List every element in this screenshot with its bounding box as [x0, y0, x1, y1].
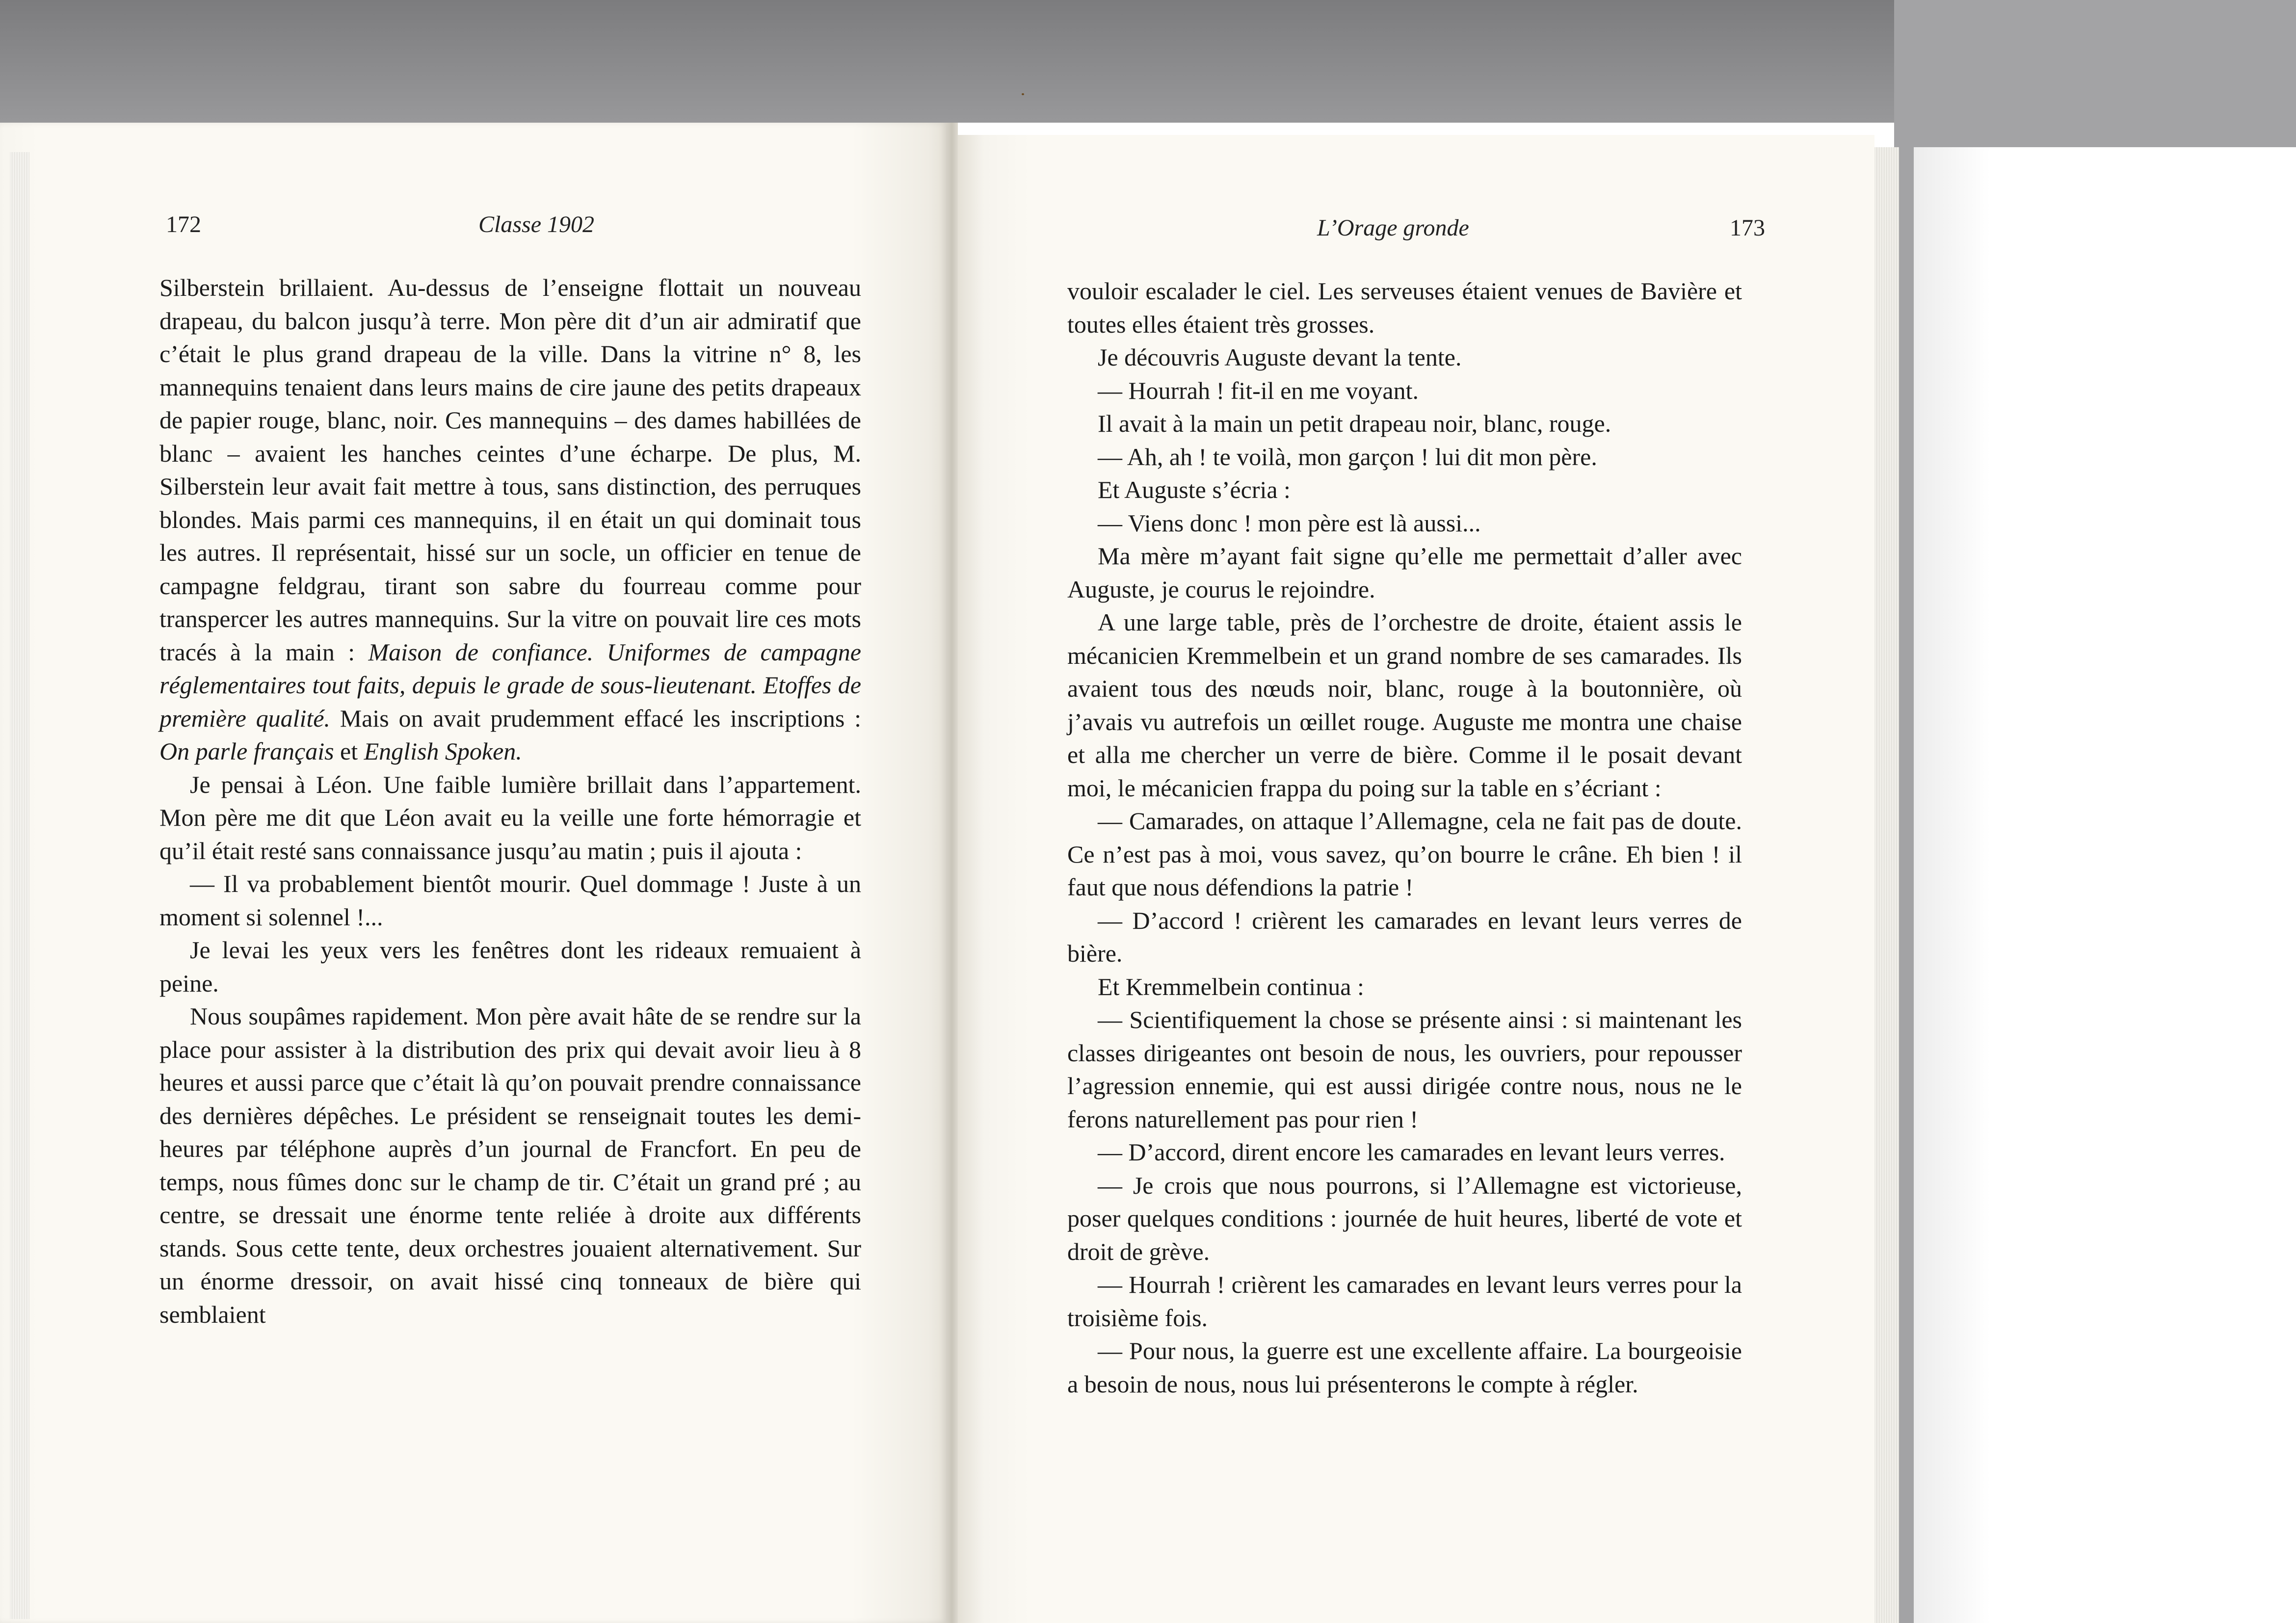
- book-gutter: [946, 123, 958, 1623]
- right-running-title: L’Orage gronde: [1317, 215, 1469, 241]
- paragraph: [1067, 540, 1742, 606]
- text-run: — Scientifiquement la chose se présente ainsi : si maintenant les classes dirigeantes ont besoin de nous, les ouvriers, pour repousser l’agression ennemie, qui est aussi dirigée contre nous, nous ne le ferons naturellement pas pour rien !: [1067, 1006, 1742, 1133]
- paragraph: [1067, 606, 1742, 805]
- paragraph: [159, 867, 861, 934]
- text-run: — D’accord, dirent encore les camarades en levant leurs verres.: [1098, 1138, 1725, 1166]
- text-run: A une large table, près de l’orchestre de droite, étaient assis le mécanicien Kremmelbein et un grand nombre de ses camarades. Ils avaient tous des nœuds noir, blanc, rouge à la boutonnière, où j’avais vu autrefois un œillet rouge. Auguste me montra une chaise et alla me chercher un verre de bière. Comme il le posait devant moi, le mécanicien frappa du poing sur la table en s’écriant :: [1067, 608, 1742, 802]
- paragraph: [1067, 473, 1742, 507]
- paragraph: [1067, 374, 1742, 408]
- text-run: Je pensai à Léon. Une faible lumière brillait dans l’appartement. Mon père me dit que Léon avait eu la veille une forte hémorragie et qu’il était resté sans connaissance jusqu’au matin ; puis il ajouta :: [159, 770, 861, 864]
- text-run: — Pour nous, la guerre est une excellente affaire. La bourgeoisie a besoin de nous, nous lui présenterons le compte à régler.: [1067, 1337, 1742, 1398]
- paragraph: [1067, 1136, 1742, 1169]
- text-run: — Il va probablement bientôt mourir. Quel dommage ! Juste à un moment si solennel !...: [159, 870, 861, 931]
- paragraph: [1067, 341, 1742, 374]
- italic-text: English Spoken.: [364, 737, 522, 765]
- left-running-title: Classe 1902: [478, 211, 595, 237]
- paragraph: [1067, 507, 1742, 540]
- text-run: Silberstein brillaient. Au-dessus de l’enseigne flottait un nouveau drapeau, du balcon jusqu’à terre. Mon père dit d’un air admiratif que c’était le plus grand drapeau de la ville. Dans la vitrine n° 8, les mannequins tenaient dans leurs mains de cire jaune des petits drapeaux de papier rouge, blanc, noir. Ces mannequins – des dames habillées de blanc – avaient les hanches ceintes d’une écharpe. De plus, M. Silberstein leur avait fait mettre à tous, sans distinction, des perruques blondes. Mais parmi ces mannequins, il en était un qui dominait tous les autres. Il représentait, hissé sur un socle, un officier en tenue de campagne feldgrau, tirant son sabre du fourreau comme pour transpercer les autres mannequins. Sur la vitre on pouvait lire ces mots tracés à la main :: [159, 274, 861, 666]
- text-run: et: [334, 737, 364, 765]
- text-run: Mais on avait prudemment effacé les inscriptions :: [330, 704, 861, 732]
- right-page-edges: [1874, 147, 1899, 1623]
- paragraph: [159, 271, 861, 768]
- dust-speck: [1022, 93, 1024, 95]
- text-run: Nous soupâmes rapidement. Mon père avait hâte de se rendre sur la place pour assister à la distribution des prix qui devait avoir lieu à 8 heures et aussi parce que c’était là qu’on pouvait prendre connaissance des dernières dépêches. Le président se renseignait toutes les demi-heures par téléphone auprès d’un journal de Francfort. En peu de temps, nous fûmes donc sur le champ de tir. C’était un grand pré ; au centre, se dressait une énorme tente reliée à droite aux différents stands. Sous cette tente, deux orchestres jouaient alternativement. Sur un énorme dressoir, on avait hissé cinq tonneaux de bière qui semblaient: [159, 1002, 861, 1328]
- paragraph: [1067, 904, 1742, 970]
- paragraph: [1067, 1335, 1742, 1401]
- text-run: Et Kremmelbein continua :: [1098, 972, 1364, 1000]
- scanner-bed-right: [1914, 147, 2296, 1623]
- paragraph: [1067, 1169, 1742, 1269]
- paragraph: [1067, 275, 1742, 341]
- text-run: Il avait à la main un petit drapeau noir, blanc, rouge.: [1098, 410, 1611, 437]
- right-page-body: [1067, 275, 1742, 1401]
- text-run: — Hourrah ! crièrent les camarades en levant leurs verres pour la troisième fois.: [1067, 1271, 1742, 1332]
- text-run: — Ah, ah ! te voilà, mon garçon ! lui dit mon père.: [1098, 443, 1597, 471]
- right-page-number: 173: [1730, 215, 1765, 241]
- right-page: [957, 135, 1874, 1623]
- left-page: [0, 123, 947, 1623]
- text-run: Ma mère m’ayant fait signe qu’elle me permettait d’aller avec Auguste, je courus le rejoindre.: [1067, 542, 1742, 603]
- paragraph: [1067, 1003, 1742, 1136]
- text-run: Et Auguste s’écria :: [1098, 476, 1291, 503]
- paragraph: [1067, 1268, 1742, 1335]
- italic-text: On parle français: [159, 737, 334, 765]
- italic-text: Maison de confiance. Uniformes de campagne réglementaires tout faits, depuis le grade de sous-lieutenant. Etoffes de première qualité.: [159, 638, 861, 732]
- paragraph: [1067, 805, 1742, 904]
- paragraph: [159, 934, 861, 1000]
- left-page-number: 172: [166, 211, 201, 237]
- text-run: — Hourrah ! fit-il en me voyant.: [1098, 376, 1419, 404]
- left-page-body: [159, 271, 861, 1331]
- paragraph: [1067, 407, 1742, 441]
- paragraph: [159, 768, 861, 868]
- paragraph: [1067, 970, 1742, 1004]
- paragraph: [159, 1000, 861, 1331]
- text-run: vouloir escalader le ciel. Les serveuses étaient venues de Bavière et toutes elles étaient très grosses.: [1067, 277, 1742, 338]
- text-run: — D’accord ! crièrent les camarades en levant leurs verres de bière.: [1067, 906, 1742, 967]
- left-page-edges: [10, 152, 29, 1619]
- text-run: Je découvris Auguste devant la tente.: [1098, 343, 1462, 371]
- text-run: — Camarades, on attaque l’Allemagne, cela ne fait pas de doute. Ce n’est pas à moi, vous savez, qu’on bourre le crâne. Eh bien ! il faut que nous défendions la patrie !: [1067, 807, 1742, 901]
- text-run: Je levai les yeux vers les fenêtres dont les rideaux remuaient à peine.: [159, 936, 861, 997]
- text-run: — Je crois que nous pourrons, si l’Allemagne est victorieuse, poser quelques conditions : journée de huit heures, liberté de vote et droit de grève.: [1067, 1171, 1742, 1265]
- text-run: — Viens donc ! mon père est là aussi...: [1098, 509, 1481, 537]
- paragraph: [1067, 441, 1742, 474]
